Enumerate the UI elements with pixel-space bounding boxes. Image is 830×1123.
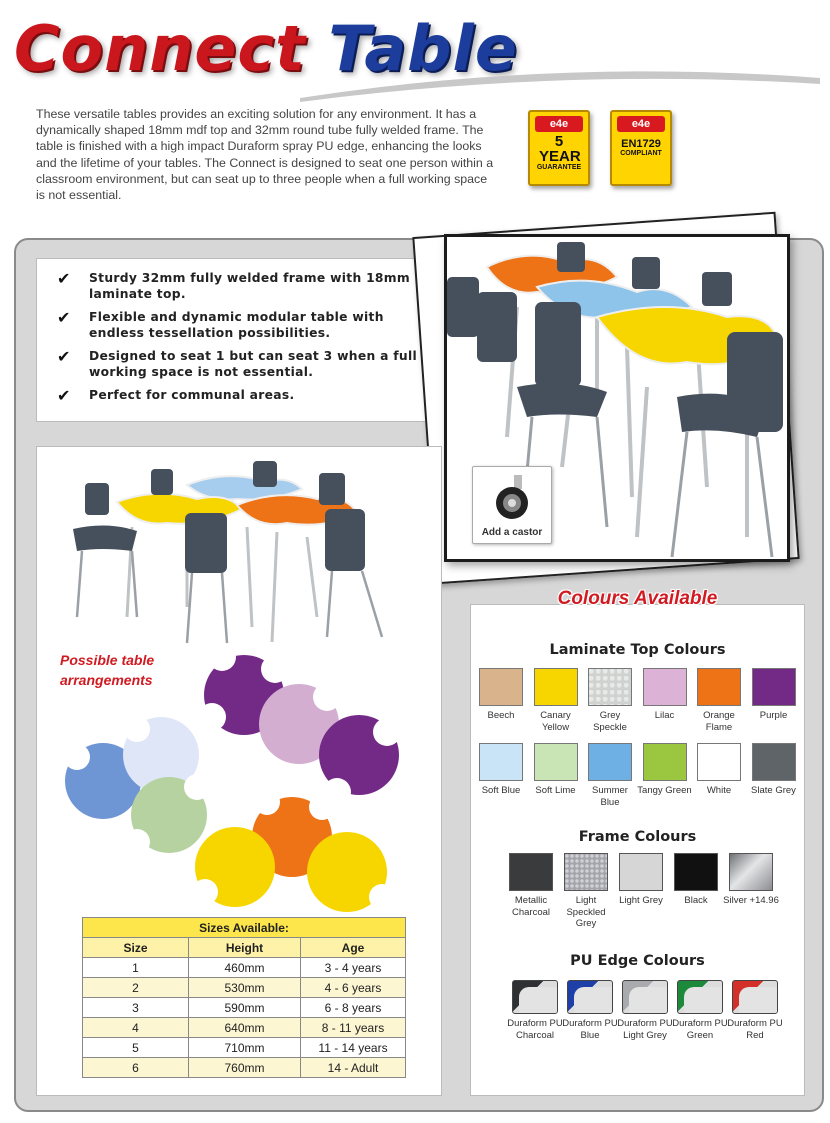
laminate-label: Soft Lime [535,785,576,796]
feature-item: ✔ Perfect for communal areas. [57,386,295,405]
frame-label: Black [684,895,708,906]
edge-label: Duraform PU Charcoal [507,1018,563,1041]
laminate-title: Laminate Top Colours [549,642,726,658]
edge-swatch[interactable] [512,980,558,1014]
laminate-swatch[interactable] [588,668,632,706]
col-size: Size [83,938,189,958]
warranty-badge [528,110,590,186]
laminate-swatch[interactable] [697,668,741,706]
frame-label: Light Speckled Grey [566,895,606,929]
castor-option[interactable] [472,466,552,544]
laminate-swatch[interactable] [697,743,741,781]
feature-item: ✔ Designed to seat 1 but can seat 3 when a full working space is not essential. [57,347,418,379]
feature-item: ✔ Sturdy 32mm fully welded frame with 18mm laminate top. [57,269,411,301]
laminate-swatch[interactable] [752,743,796,781]
col-height: Height [189,938,301,958]
table-row: 4 640mm 8 - 11 years [83,1018,406,1038]
check-icon: ✔ [57,269,71,288]
laminate-swatch[interactable] [534,668,578,706]
edge-title: PU Edge Colours [570,953,705,969]
check-icon: ✔ [57,308,71,327]
laminate-label: Beech [487,710,515,721]
compliance-badge [610,110,672,186]
edge-label: Duraform PU Light Grey [617,1018,673,1041]
edge-profile [519,987,557,1013]
laminate-swatch[interactable] [643,668,687,706]
frame-swatch[interactable] [729,853,773,891]
frame-title: Frame Colours [578,829,697,845]
edge-profile [684,987,722,1013]
frame-swatch[interactable] [619,853,663,891]
laminate-swatch[interactable] [752,668,796,706]
frame-swatch[interactable] [509,853,553,891]
table-row: 2 530mm 4 - 6 years [83,978,406,998]
edge-profile [574,987,612,1013]
edge-label: Duraform PU Green [672,1018,728,1041]
table-row: 3 590mm 6 - 8 years [83,998,406,1018]
laminate-label: White [706,785,732,796]
check-icon: ✔ [57,347,71,366]
frame-swatch[interactable] [564,853,608,891]
laminate-swatch[interactable] [588,743,632,781]
laminate-label: Purple [759,710,788,721]
frame-label: Light Grey [619,895,663,906]
edge-swatch[interactable] [732,980,778,1014]
title-connect: Connect [14,12,306,85]
edge-label: Duraform PU Red [727,1018,783,1041]
castor-icon [482,473,542,523]
castor-label: Add a castor [481,527,543,538]
arrangement-blue [64,716,210,855]
laminate-label: Summer Blue [592,785,628,808]
colours-title: Colours Available [557,588,718,609]
intro-text: These versatile tables provides an exciting solution for any environment. It has a dynamically shaped 18mm mdf top and 32mm round tube fully welded frame. The table is finished with a high impact Duraform spray PU edge, enhancing the looks and the lifetime of your tables. The Connect is designed to seat one person within a classroom environment, but can seat up to three people when a full working space is not essential. [36,107,494,203]
laminate-label: Grey Speckle [593,710,627,733]
table-row: 6 760mm 14 - Adult [83,1058,406,1078]
compliance-standard: EN1729 [621,138,661,150]
laminate-swatch[interactable] [479,743,523,781]
features-list [37,259,445,404]
laminate-label: Lilac [654,710,675,721]
edge-label: Duraform PU Blue [562,1018,618,1041]
laminate-label: Slate Grey [751,785,796,796]
col-age: Age [301,938,406,958]
laminate-label: Tangy Green [637,785,692,796]
features-box [36,258,446,422]
arrangement-purple [198,643,401,806]
laminate-swatch[interactable] [479,668,523,706]
sizes-table [82,917,406,1078]
frame-label: Silver +14.96 [723,895,779,906]
laminate-label: Orange Flame [703,710,735,733]
edge-profile [629,987,667,1013]
laminate-label: Soft Blue [481,785,521,796]
table-row: 5 710mm 11 - 14 years [83,1038,406,1058]
laminate-swatch[interactable] [643,743,687,781]
edge-swatch[interactable] [567,980,613,1014]
edge-profile [739,987,777,1013]
edge-swatch[interactable] [622,980,668,1014]
warranty-years: 5 YEAR [539,133,581,165]
laminate-swatch[interactable] [534,743,578,781]
feature-item: ✔ Flexible and dynamic modular table with endless tessellation possibilities. [57,308,384,340]
e4e-logo: e4e [535,116,583,132]
sizes-title: Sizes Available: [83,918,406,938]
frame-swatch[interactable] [674,853,718,891]
compliance-label: COMPLIANT [620,150,662,157]
arrangement-yellow [192,789,395,915]
laminate-label: Canary Yellow [540,710,571,733]
table-row: 1 460mm 3 - 4 years [83,958,406,978]
edge-swatch[interactable] [677,980,723,1014]
title-table: Table [328,12,518,85]
e4e-logo: e4e [617,116,665,132]
product-image-small [73,461,382,643]
warranty-label: GUARANTEE [536,164,582,171]
check-icon: ✔ [57,386,71,405]
arrangements-label: Possible table arrangements [60,652,155,688]
frame-label: Metallic Charcoal [511,895,551,918]
